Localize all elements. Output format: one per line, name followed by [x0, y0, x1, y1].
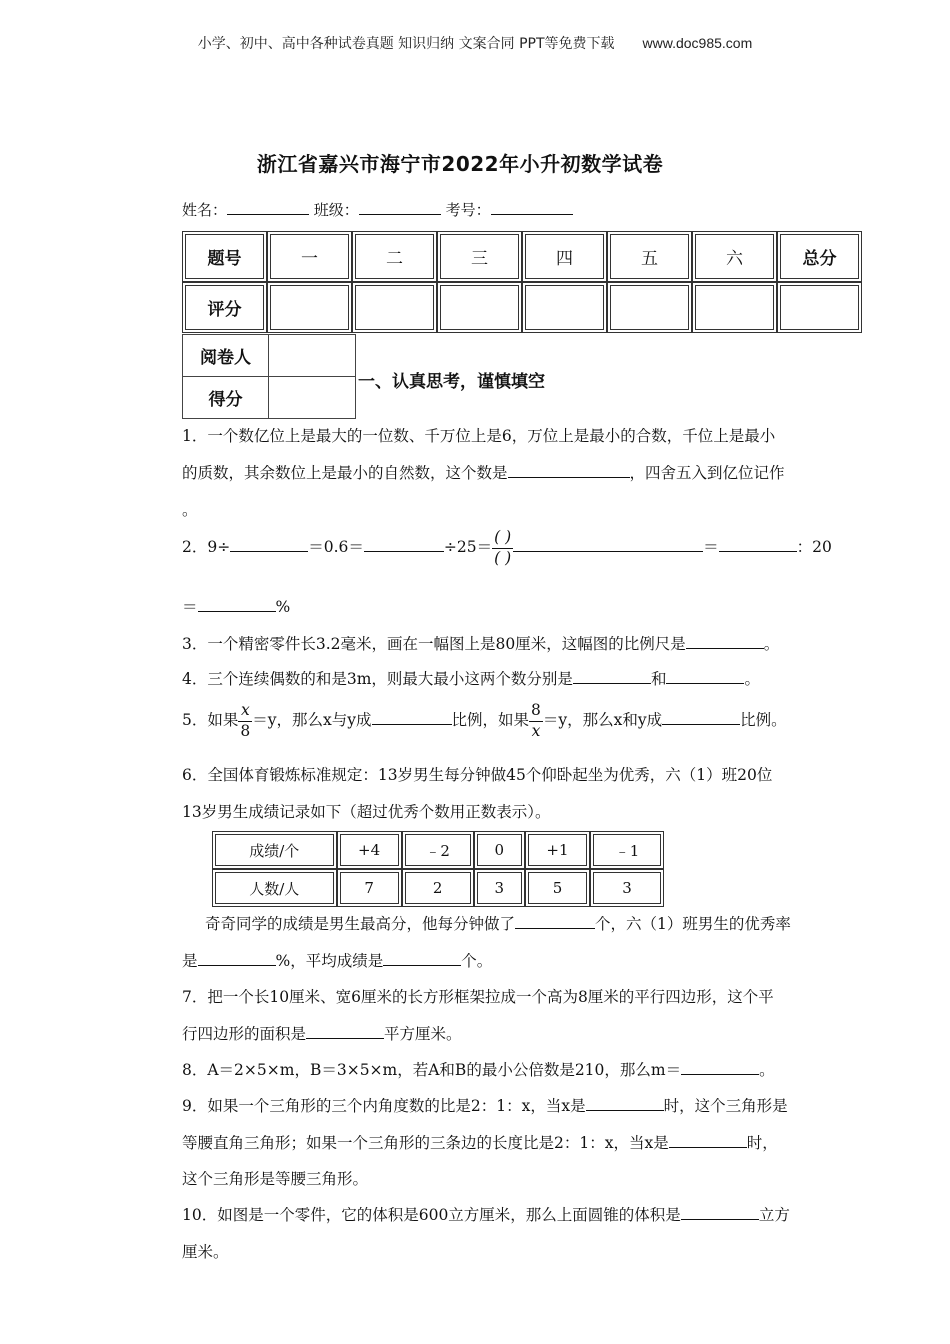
reviewer-table: [182, 334, 356, 419]
score-cell: 总分: [777, 231, 862, 282]
question-8: 8．A＝2×5×m，B＝3×5×m，若A和B的最小公倍数是210，那么m＝ 。: [182, 1061, 775, 1079]
q5-fraction-1: $\frac{x}{8}$: [240, 701, 251, 740]
q2-fraction: $\frac{( )}{( )}$: [494, 528, 512, 567]
results-cell: 3: [590, 869, 664, 907]
q4-blank-2[interactable]: [666, 669, 744, 684]
score-input-cell[interactable]: [607, 282, 692, 333]
score-cell: 三: [437, 231, 522, 282]
score-cell: 五: [607, 231, 692, 282]
score-input-cell[interactable]: [522, 282, 607, 333]
results-row-score: [212, 831, 664, 869]
question-1-line-2: 的质数，其余数位上是最小的自然数，这个数是 ，四舍五入到亿位记作: [182, 464, 785, 482]
q5-fraction-2: $\frac{8}{x}$: [531, 701, 541, 740]
q6-blank-1[interactable]: [515, 914, 595, 929]
results-cell: ﹣2: [402, 831, 474, 869]
reviewer-input-cell[interactable]: [268, 335, 355, 377]
question-9-line-2: 等腰直角三角形；如果一个三角形的三条边的长度比是2：1：x，当x是 时，: [182, 1134, 778, 1152]
q2-blank-5[interactable]: [198, 597, 276, 612]
question-2-line-1: 2．9÷ ＝0.6＝ ÷25＝ $\frac{( )}{( )}$ ＝ ：20: [182, 528, 832, 567]
results-cell: 5: [525, 869, 590, 907]
results-cell: 2: [402, 869, 474, 907]
q9-blank-2[interactable]: [669, 1133, 747, 1148]
class-label: 班级：: [313, 201, 359, 219]
section-1-title: 一、认真思考，谨慎填空: [358, 372, 545, 392]
results-row-count: [212, 869, 664, 907]
q6-blank-2[interactable]: [198, 951, 276, 966]
question-4: 4．三个连续偶数的和是3m，则最大最小这两个数分别是 和 。: [182, 670, 760, 688]
score-row-label: 评分: [182, 282, 267, 333]
question-9-line-1: 9．如果一个三角形的三个内角度数的比是2：1：x，当x是 时，这个三角形是: [182, 1097, 788, 1115]
score-input-cell[interactable]: [352, 282, 437, 333]
score-table-score-row: [182, 282, 862, 333]
score-input-cell[interactable]: [267, 282, 352, 333]
reviewer-score-label: 得分: [183, 377, 269, 419]
question-10-line-2: 厘米。: [182, 1243, 229, 1261]
q2-blank-2[interactable]: [364, 537, 444, 552]
q7-blank[interactable]: [306, 1024, 384, 1039]
question-1-line-3: 。: [182, 501, 198, 519]
q10-blank[interactable]: [681, 1205, 759, 1220]
q3-blank[interactable]: [686, 634, 764, 649]
name-label: 姓名：: [182, 201, 228, 219]
reviewer-label: 阅卷人: [183, 335, 269, 377]
score-input-cell[interactable]: [437, 282, 522, 333]
results-cell: 0: [474, 831, 525, 869]
results-cell: 成绩/个: [212, 831, 337, 869]
results-cell: +4: [337, 831, 402, 869]
q5-blank-1[interactable]: [372, 710, 452, 725]
question-10-line-1: 10．如图是一个零件，它的体积是600立方厘米，那么上面圆锥的体积是 立方: [182, 1206, 790, 1224]
score-table: [182, 231, 862, 333]
q5-blank-2[interactable]: [662, 710, 740, 725]
results-cell: 人数/人: [212, 869, 337, 907]
score-cell: 题号: [182, 231, 267, 282]
question-7-line-1: 7．把一个长10厘米、宽6厘米的长方形框架拉成一个高为8厘米的平行四边形，这个平: [182, 988, 774, 1006]
q9-blank-1[interactable]: [586, 1096, 664, 1111]
header-site[interactable]: www.doc985.com: [642, 35, 753, 51]
score-cell: 二: [352, 231, 437, 282]
q6-blank-3[interactable]: [383, 951, 461, 966]
exam-no-label: 考号：: [445, 201, 491, 219]
question-6-line-1: 6．全国体育锻炼标准规定：13岁男生每分钟做45个仰卧起坐为优秀，六（1）班20位: [182, 766, 773, 784]
results-cell: 3: [474, 869, 525, 907]
score-cell: 六: [692, 231, 777, 282]
question-7-line-2: 行四边形的面积是 平方厘米。: [182, 1025, 462, 1043]
q1-blank-1[interactable]: [508, 463, 630, 478]
student-info: [182, 199, 573, 220]
question-6-line-2: 13岁男生成绩记录如下（超过优秀个数用正数表示）。: [182, 803, 551, 821]
question-5: 5．如果 $\frac{x}{8}$ ＝y，那么x与y成 比例，如果 $\frac{8}{x}$ ＝y，那么x和y成 比例。: [182, 701, 787, 740]
name-blank[interactable]: [227, 200, 309, 215]
question-2-line-2: ＝ %: [182, 598, 291, 616]
page-title: 浙江省嘉兴市海宁市2022年小升初数学试卷: [256, 152, 664, 176]
question-1-line-1: 1．一个数亿位上是最大的一位数、千万位上是6，万位上是最小的合数，千位上是最小: [182, 427, 776, 445]
class-blank[interactable]: [359, 200, 441, 215]
q8-blank[interactable]: [681, 1060, 759, 1075]
question-6-line-4: 是 %，平均成绩是 个。: [182, 952, 493, 970]
q2-blank-1[interactable]: [230, 537, 308, 552]
question-3: 3．一个精密零件长3.2毫米，画在一幅图上是80厘米，这幅图的比例尺是 。: [182, 635, 780, 653]
score-cell: 四: [522, 231, 607, 282]
score-input-cell[interactable]: [692, 282, 777, 333]
question-6-line-3: 奇奇同学的成绩是男生最高分，他每分钟做了 个，六（1）班男生的优秀率: [205, 915, 791, 933]
q2-blank-4[interactable]: [719, 537, 797, 552]
score-cell: 一: [267, 231, 352, 282]
q2-blank-3[interactable]: [513, 537, 703, 552]
q4-blank-1[interactable]: [573, 669, 651, 684]
header-text: 小学、初中、高中各种试卷真题 知识归纳 文案合同 PPT等免费下载: [197, 36, 615, 52]
results-cell: 7: [337, 869, 402, 907]
score-input-cell[interactable]: [777, 282, 862, 333]
results-table: [212, 831, 664, 907]
page-header: [0, 33, 950, 53]
results-cell: +1: [525, 831, 590, 869]
results-cell: ﹣1: [590, 831, 664, 869]
exam-no-blank[interactable]: [491, 200, 573, 215]
question-9-line-3: 这个三角形是等腰三角形。: [182, 1170, 369, 1188]
reviewer-score-cell[interactable]: [268, 377, 355, 419]
score-table-header-row: [182, 231, 862, 282]
